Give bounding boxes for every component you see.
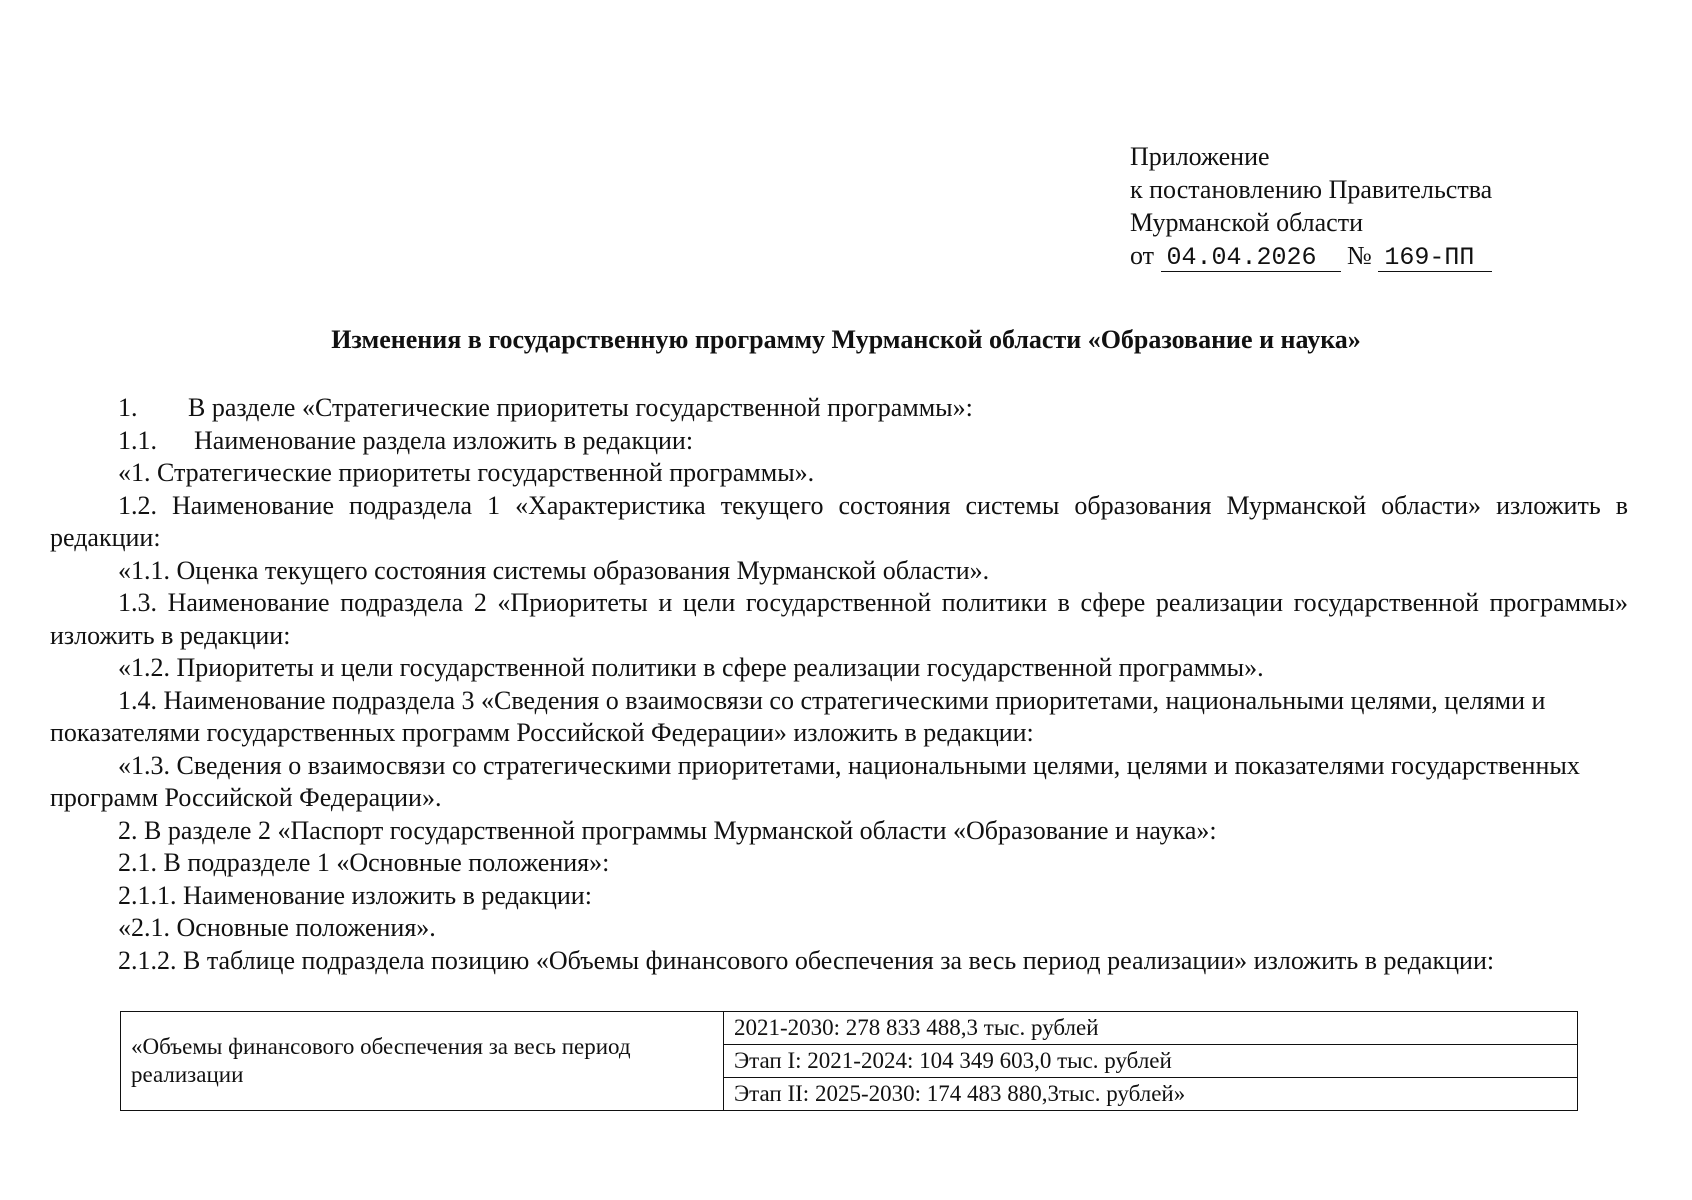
from-label: от bbox=[1130, 241, 1155, 270]
paragraph-2-1-2: 2.1.2. В таблице подраздела позицию «Объемы финансового обеспечения за весь период реализации» изложить в редакции: bbox=[118, 945, 1495, 975]
paragraph-2-1: 2.1. В подразделе 1 «Основные положения»: bbox=[118, 848, 610, 877]
decree-number: 169-ПП bbox=[1378, 245, 1492, 272]
paragraph-1-1 bbox=[50, 425, 1628, 458]
appendix-date-line bbox=[1130, 239, 1492, 272]
decree-date: 04.04.2026 bbox=[1161, 245, 1341, 272]
appendix-line-1: Приложение bbox=[1130, 142, 1270, 171]
paragraph-1-3-quote: «1.2. Приоритеты и цели государственной политики в сфере реализации государственной программы». bbox=[118, 653, 1264, 682]
paragraph-1-3: 1.3. Наименование подраздела 2 «Приоритеты и цели государственной политики в сфере реализации государственной программы» изложить в редакции: bbox=[50, 588, 1628, 650]
funding-stage-2-cell: Этап II: 2025-2030: 174 483 880,3тыс. рублей» bbox=[724, 1078, 1578, 1111]
table-row bbox=[121, 1012, 1578, 1045]
funding-stage-1-cell: Этап I: 2021-2024: 104 349 603,0 тыс. рублей bbox=[724, 1045, 1578, 1078]
document-body bbox=[50, 392, 1628, 977]
appendix-line-3: Мурманской области bbox=[1130, 208, 1363, 237]
paragraph-1 bbox=[50, 392, 1628, 425]
paragraph-1-4: 1.4. Наименование подраздела 3 «Сведения о взаимосвязи со стратегическими приоритетами, национальными целями, целями и показателями государственных программ Российской Федерации» изложить в редакции: bbox=[50, 685, 1546, 747]
paragraph-1-number: 1. bbox=[118, 393, 138, 422]
funding-table bbox=[120, 1011, 1578, 1111]
paragraph-2: 2. В разделе 2 «Паспорт государственной программы Мурманской области «Образование и наука»: bbox=[118, 815, 1217, 845]
paragraph-2-1-1-quote: «2.1. Основные положения». bbox=[118, 913, 436, 942]
paragraph-1-4-quote: «1.3. Сведения о взаимосвязи со стратегическими приоритетами, национальными целями, целями и показателями государственных программ Российской Федерации». bbox=[50, 750, 1580, 812]
funding-total-cell: 2021-2030: 278 833 488,3 тыс. рублей bbox=[724, 1012, 1578, 1045]
funding-position-cell: «Объемы финансового обеспечения за весь период реализации bbox=[121, 1012, 724, 1111]
paragraph-2-1-1: 2.1.1. Наименование изложить в редакции: bbox=[118, 880, 592, 910]
document-title: Изменения в государственную программу Мурманской области «Образование и наука» bbox=[331, 325, 1361, 354]
paragraph-1-text: В разделе «Стратегические приоритеты государственной программы»: bbox=[188, 393, 973, 422]
appendix-header bbox=[1130, 140, 1492, 272]
paragraph-1-2-quote: «1.1. Оценка текущего состояния системы образования Мурманской области». bbox=[118, 555, 990, 585]
paragraph-1-2: 1.2. Наименование подраздела 1 «Характеристика текущего состояния системы образования Мурманской области» изложить в редакции: bbox=[50, 490, 1628, 552]
number-label: № bbox=[1347, 241, 1372, 270]
paragraph-1-1-text: Наименование раздела изложить в редакции: bbox=[194, 425, 694, 455]
paragraph-1-1-quote: «1. Стратегические приоритеты государственной программы». bbox=[118, 458, 815, 487]
appendix-line-2: к постановлению Правительства bbox=[1130, 175, 1493, 204]
paragraph-1-1-number: 1.1. bbox=[118, 425, 157, 455]
